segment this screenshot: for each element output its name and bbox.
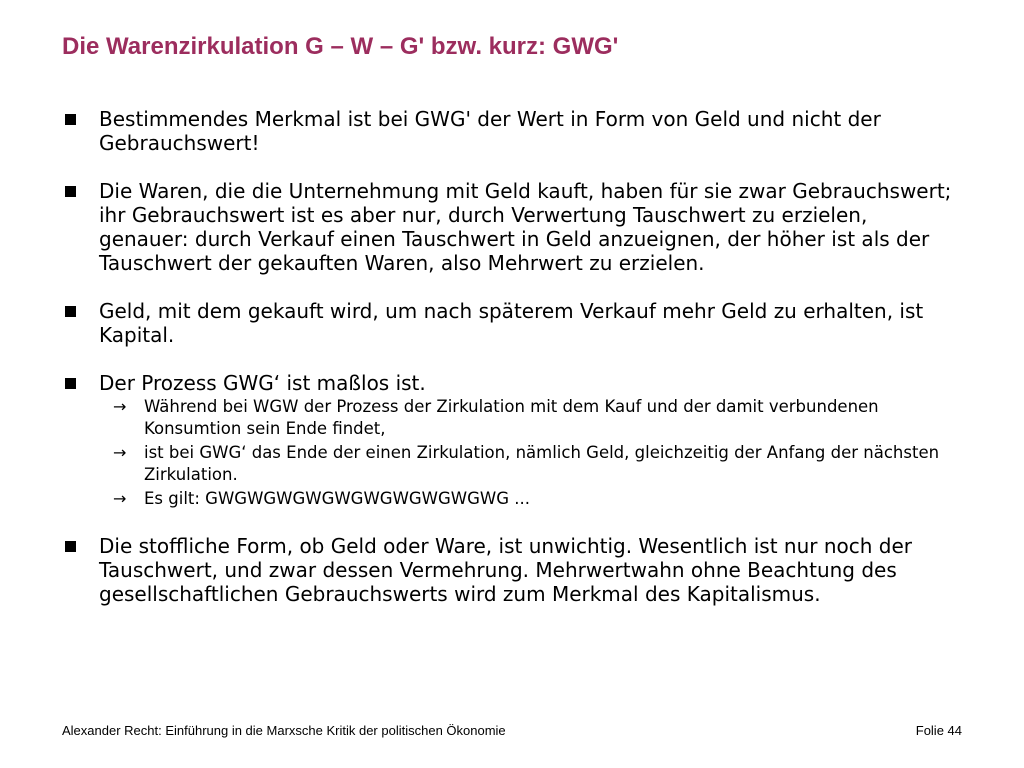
bullet-text: Geld, mit dem gekauft wird, um nach späterem Verkauf mehr Geld zu erhalten, ist Kapital. — [99, 299, 924, 347]
square-bullet-icon — [65, 186, 76, 197]
arrow-right-icon: → — [113, 489, 127, 508]
square-bullet-icon — [65, 306, 76, 317]
bullet-list — [62, 107, 962, 606]
slide-number: Folie 44 — [915, 723, 962, 738]
sub-item-text: Es gilt: GWGWGWGWGWGWGWGWGWGWG ... — [144, 489, 530, 508]
bullet-item — [62, 179, 962, 275]
slide-title: Die Warenzirkulation G – W – G' bzw. kurz: GWG' — [62, 33, 619, 60]
sub-item — [99, 442, 962, 486]
bullet-item — [62, 534, 962, 606]
footer-source: Alexander Recht: Einführung in die Marxsche Kritik der politischen Ökonomie — [62, 723, 506, 738]
square-bullet-icon — [65, 114, 76, 125]
sub-item — [99, 396, 962, 440]
bullet-item — [62, 299, 962, 347]
bullet-text: Der Prozess GWG‘ ist maßlos ist. — [99, 371, 426, 395]
sub-item-text: Während bei WGW der Prozess der Zirkulation mit dem Kauf und der damit verbundenen Konsumtion sein Ende findet, — [144, 397, 879, 438]
sub-list — [99, 396, 962, 510]
bullet-text: Die stoffliche Form, ob Geld oder Ware, ist unwichtig. Wesentlich ist nur noch der Tauschwert, und zwar dessen Vermehrung. Mehrwertwahn ohne Beachtung des gesellschaftlichen Gebrauchswerts wird zum Merkmal des Kapitalismus. — [99, 534, 912, 606]
bullet-text: Bestimmendes Merkmal ist bei GWG' der Wert in Form von Geld und nicht der Gebrauchswert! — [99, 107, 881, 155]
sub-item-text: ist bei GWG‘ das Ende der einen Zirkulation, nämlich Geld, gleichzeitig der Anfang der nächsten Zirkulation. — [144, 443, 940, 484]
arrow-right-icon: → — [113, 443, 127, 462]
bullet-text: Die Waren, die die Unternehmung mit Geld kauft, haben für sie zwar Gebrauchswert; ihr Gebrauchswert ist es aber nur, durch Verwertung Tauschwert zu erzielen, genauer: durch Verkauf einen Tauschwert in Geld anzueignen, der höher ist als der Tauschwert der gekauften Waren, also Mehrwert zu erzielen. — [99, 179, 952, 275]
footer — [62, 723, 962, 738]
sub-item — [99, 488, 962, 510]
bullet-item — [62, 107, 962, 155]
square-bullet-icon — [65, 541, 76, 552]
bullet-item — [62, 371, 962, 510]
square-bullet-icon — [65, 378, 76, 389]
arrow-right-icon: → — [113, 397, 127, 416]
